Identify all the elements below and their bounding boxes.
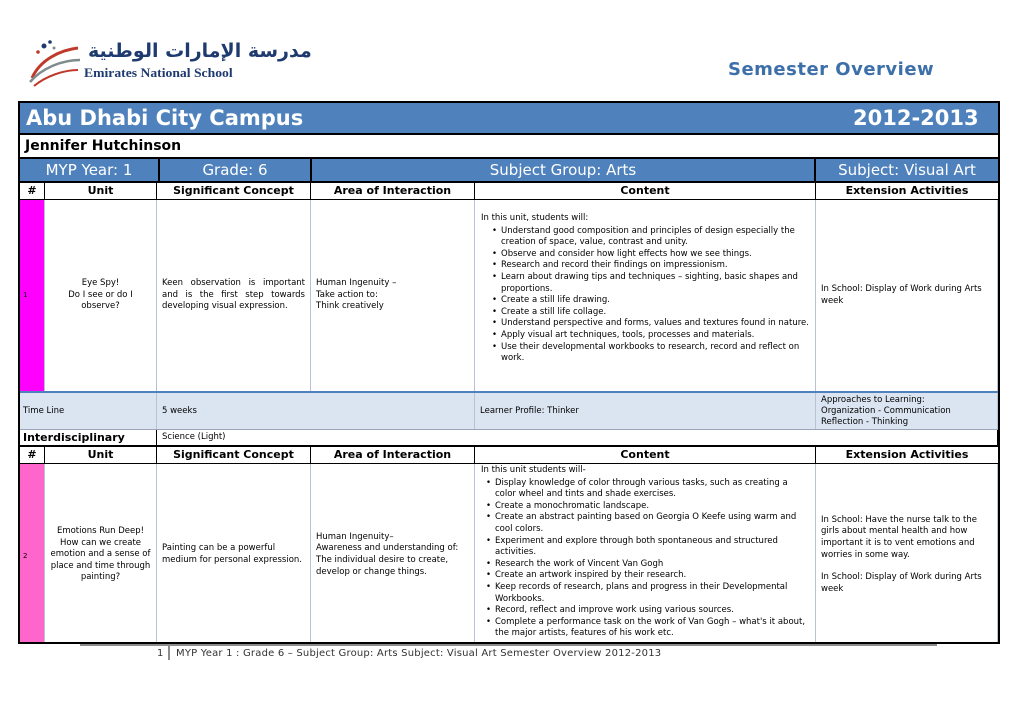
list-item: • Keep records of research, plans and progress in their Developmental Workbooks.	[481, 582, 811, 605]
document-title: Semester Overview	[728, 59, 935, 80]
col-interaction: Area of Interaction	[311, 447, 475, 463]
col-extension: Extension Activities	[845, 448, 969, 461]
unit-row-2	[20, 464, 998, 644]
content-2: In this unit students will- • Display knowledge of color through various tasks, such as creating a color wheel and tints and shade exercises. • Create a monochromatic landscape. • Create an abstract painting based on Georgia O Keefe using warm and cool colors. • Experiment and explore through both spontaneous and structured activities. • Research the work of Vincent Van Gogh • Create an artwork inspired by their research. • Keep records of research, plans and progress in their Developmental Workbooks. • Record, reflect and improve work using various sources. • Complete a performance task on the work of Van Gogh – what's it about, the major artists, features of his work etc.	[475, 464, 816, 644]
unit-number-1: 1	[20, 200, 45, 391]
list-item: • Understand good composition and principles of design especially the creation of space, value, contrast and unity.	[481, 226, 811, 249]
extension-activities-2: In School: Have the nurse talk to the girls about mental health and how important it is to vent emotions and worries in some way. In School: Display of Work during Arts week	[816, 464, 998, 644]
page-number: 1	[157, 648, 164, 659]
list-item: • Apply visual art techniques, tools, processes and materials.	[481, 330, 811, 342]
subject: Subject: Visual Art	[838, 161, 976, 179]
list-item: • Learn about drawing tips and techniques – sighting, basic shapes and proportions.	[481, 272, 811, 295]
list-item: • Complete a performance task on the work of Van Gogh – what's it about, the major artists, features of his work etc.	[481, 617, 811, 640]
significant-concept-2: Painting can be a powerful medium for personal expression.	[157, 464, 311, 644]
col-interaction: Area of Interaction	[311, 183, 475, 199]
footer-separator	[168, 646, 170, 660]
extension-activities-1: In School: Display of Work during Arts week	[816, 200, 998, 391]
col-content: Content	[475, 183, 816, 199]
meta-bar	[20, 159, 998, 183]
interdisciplinary-label: Interdisciplinary	[20, 430, 157, 445]
subject-group: Subject Group: Arts	[312, 159, 816, 181]
overview-table	[18, 101, 1000, 644]
footer-text: MYP Year 1 : Grade 6 – Subject Group: Arts Subject: Visual Art Semester Overview 2012-2013	[176, 648, 662, 659]
grade: Grade: 6	[160, 159, 312, 181]
list-item: • Create an abstract painting based on Georgia O Keefe using warm and cool colors.	[481, 512, 811, 535]
interdisciplinary-value: Science (Light)	[157, 430, 998, 445]
col-unit: Unit	[45, 447, 157, 463]
list-item: • Research the work of Vincent Van Gogh	[481, 559, 811, 571]
col-num: #	[20, 447, 45, 463]
area-of-interaction-1: Human Ingenuity – Take action to: Think creatively	[311, 200, 475, 391]
timeline-duration: 5 weeks	[157, 393, 475, 429]
school-logo	[26, 38, 312, 92]
myp-year: MYP Year: 1	[20, 159, 160, 181]
list-item: • Research and record their findings on impressionism.	[481, 260, 811, 272]
unit-row-1	[20, 200, 998, 393]
timeline-label: Time Line	[20, 393, 157, 429]
school-name-english: Emirates National School	[84, 65, 233, 80]
area-of-interaction-2: Human Ingenuity– Awareness and understanding of: The individual desire to create, develop or change things.	[311, 464, 475, 644]
footer-divider	[80, 644, 937, 646]
list-item: • Understand perspective and forms, values and textures found in nature.	[481, 318, 811, 330]
list-item: • Observe and consider how light effects how we see things.	[481, 249, 811, 261]
col-unit: Unit	[45, 183, 157, 199]
content-list-1	[481, 226, 811, 365]
col-extension: Extension Activities	[845, 184, 969, 197]
school-emblem-icon	[26, 38, 82, 88]
list-item: • Display knowledge of color through various tasks, such as creating a color wheel and tints and shade exercises.	[481, 478, 811, 501]
col-content: Content	[475, 447, 816, 463]
list-item: • Record, reflect and improve work using various sources.	[481, 605, 811, 617]
teacher-name: Jennifer Hutchinson	[25, 138, 182, 154]
column-header-row	[20, 183, 998, 200]
learner-profile: Learner Profile: Thinker	[475, 393, 816, 429]
unit-title-1: Eye Spy! Do I see or do I observe?	[45, 200, 157, 391]
col-concept: Significant Concept	[157, 183, 311, 199]
significant-concept-1: Keen observation is important and is the first step towards developing visual expression.	[157, 200, 311, 391]
list-item: • Create a monochromatic landscape.	[481, 501, 811, 513]
unit-number-2: 2	[20, 464, 45, 644]
interdisciplinary-row	[20, 430, 998, 447]
list-item: • Experiment and explore through both spontaneous and structured activities.	[481, 536, 811, 559]
content-list-2	[481, 478, 811, 640]
column-header-row	[20, 447, 998, 464]
campus-bar	[20, 103, 998, 135]
list-item: • Create a still life collage.	[481, 307, 811, 319]
list-item: • Use their developmental workbooks to research, record and reflect on work.	[481, 342, 811, 365]
list-item: • Create an artwork inspired by their research.	[481, 570, 811, 582]
approaches-to-learning: Approaches to Learning: Organization - Communication Reflection - Thinking	[816, 393, 998, 429]
content-1: In this unit, students will: • Understand good composition and principles of design especially the creation of space, value, contrast and unity. • Observe and consider how light effects how we see things. • Research and record their findings on impressionism. • Learn about drawing tips and techniques – sighting, basic shapes and proportions. • Create a still life drawing. • Create a still life collage. • Understand perspective and forms, values and textures found in nature. • Apply visual art techniques, tools, processes and materials. • Use their developmental workbooks to research, record and reflect on work.	[475, 200, 816, 391]
unit-title-2: Emotions Run Deep! How can we create emotion and a sense of place and time through painting?	[45, 464, 157, 644]
campus-name: Abu Dhabi City Campus	[26, 106, 304, 130]
timeline-row	[20, 393, 998, 430]
col-num: #	[20, 183, 45, 199]
col-concept: Significant Concept	[157, 447, 311, 463]
list-item: • Create a still life drawing.	[481, 295, 811, 307]
academic-year: 2012-2013	[853, 106, 979, 130]
school-name-arabic: مدرسة الإمارات الوطنية	[88, 40, 312, 62]
teacher-bar	[20, 135, 998, 159]
